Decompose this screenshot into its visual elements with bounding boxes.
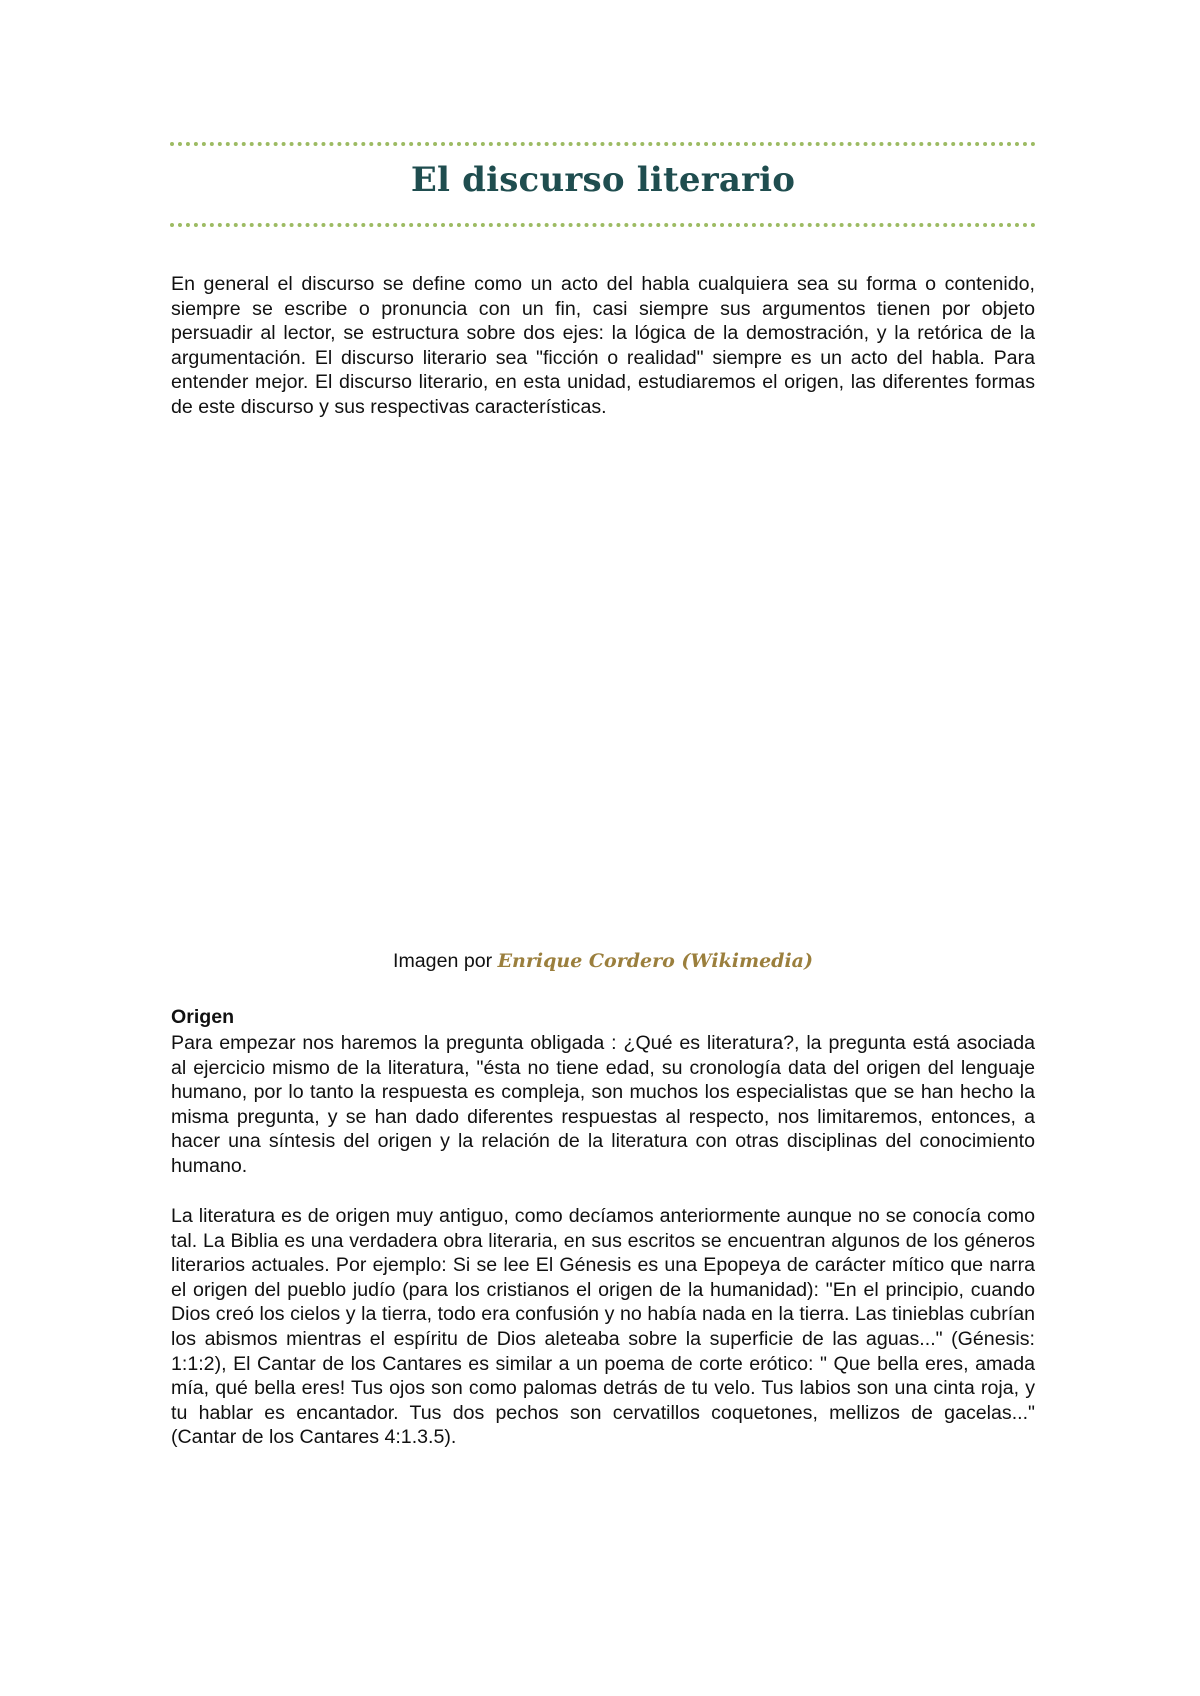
origen-paragraph-2: La literatura es de origen muy antiguo, como decíamos anteriormente aunque no se conocía como tal. La Biblia es una verdadera obra literaria, en sus escritos se encuentran algunos de los géneros literarios actuales. Por ejemplo: Si se lee El Génesis es una Epopeya de carácter mítico que narra el origen del pueblo judío (para los cristianos el origen de la humanidad): "En el principio, cuando Dios creó los cielos y la tierra, todo era confusión y no había nada en la tierra. Las tinieblas cubrían los abismos mientras el espíritu de Dios aleteaba sobre la superficie de las aguas..." (Génesis: 1:1:2), El Cantar de los Cantares es similar a un poema de corte erótico: " Que bella eres, amada mía, qué bella eres! Tus ojos son como palomas detrás de tu velo. Tus labios son una cinta roja, y tu hablar es encantador. Tus dos pechos son cervatillos coquetones, mellizos de gacelas..." (Cantar de los Cantares 4:1.3.5).: [171, 1205, 1035, 1449]
image-caption: [171, 950, 1035, 973]
intro-paragraph: En general el discurso se define como un acto del habla cualquiera sea su forma o contenido, siempre se escribe o pronuncia con un fin, casi siempre sus argumentos tienen por objeto persuadir al lector, se estructura sobre dos ejes: la lógica de la demostración, y la retórica de la argumentación. El discurso literario sea "ficción o realidad" siempre es un acto del habla. Para entender mejor. El discurso literario, en esta unidad, estudiaremos el origen, las diferentes formas de este discurso y sus respectivas características.: [171, 273, 1035, 418]
origen-paragraph-1: Para empezar nos haremos la pregunta obligada : ¿Qué es literatura?, la pregunta está asociada al ejercicio mismo de la literatura, "ésta no tiene edad, su cronología data del origen del lenguaje humano, por lo tanto la respuesta es compleja, son muchos los especialistas que se han hecho la misma pregunta, y se han dado diferentes respuestas al respecto, nos limitaremos, entonces, a hacer una síntesis del origen y la relación de la literatura con otras disciplinas del conocimiento humano.: [171, 1032, 1035, 1177]
caption-credit-link[interactable]: Enrique Cordero (Wikimedia): [497, 950, 813, 972]
page-title: El discurso literario: [410, 160, 796, 200]
section-heading-origen: Origen: [171, 1006, 235, 1028]
caption-prefix: Imagen por: [393, 950, 498, 972]
title-bottom-rule: [170, 223, 1036, 227]
title-top-rule: [170, 142, 1036, 146]
image-placeholder: [171, 430, 1035, 930]
